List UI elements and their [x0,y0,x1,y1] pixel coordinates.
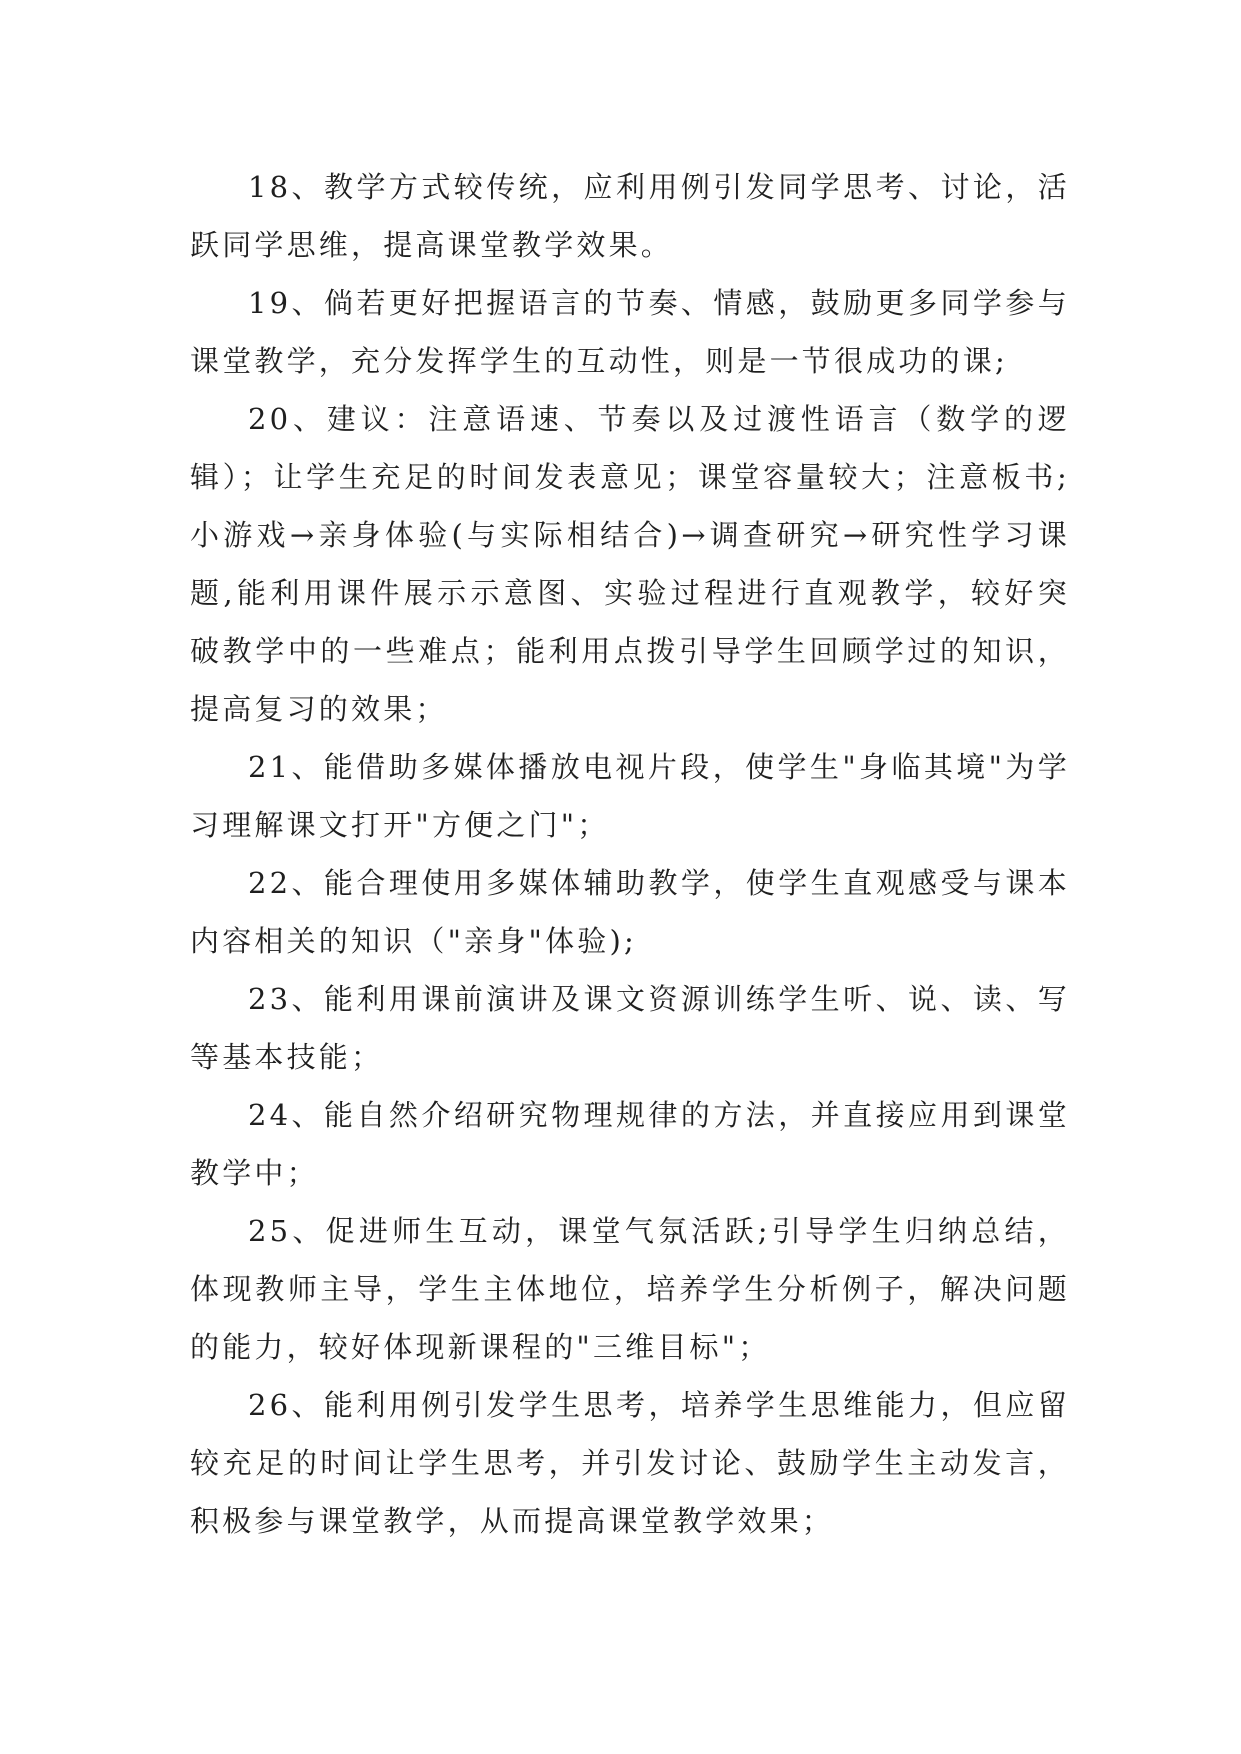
paragraph-21: 21、能借助多媒体播放电视片段，使学生"身临其境"为学习理解课文打开"方便之门"； [190,750,1070,842]
paragraph-24: 24、能自然介绍研究物理规律的方法，并直接应用到课堂教学中； [190,1098,1070,1190]
document-body [190,158,1070,1550]
paragraph-25: 25、促进师生互动，课堂气氛活跃;引导学生归纳总结，体现教师主导，学生主体地位，培养学生分析例子，解决问题的能力，较好体现新课程的"三维目标"； [190,1214,1070,1364]
paragraph-23: 23、能利用课前演讲及课文资源训练学生听、说、读、写等基本技能； [190,982,1070,1074]
paragraph-19: 19、倘若更好把握语言的节奏、情感，鼓励更多同学参与课堂教学，充分发挥学生的互动性，则是一节很成功的课; [190,286,1070,378]
paragraph-18: 18、教学方式较传统，应利用例引发同学思考、讨论，活跃同学思维，提高课堂教学效果。 [190,170,1070,262]
paragraph-26: 26、能利用例引发学生思考，培养学生思维能力，但应留较充足的时间让学生思考，并引发讨论、鼓励学生主动发言，积极参与课堂教学，从而提高课堂教学效果； [190,1388,1070,1538]
paragraph-22: 22、能合理使用多媒体辅助教学，使学生直观感受与课本内容相关的知识（"亲身"体验); [190,866,1070,958]
paragraph-20: 20、建议：注意语速、节奏以及过渡性语言（数学的逻辑）；让学生充足的时间发表意见；课堂容量较大；注意板书;小游戏→亲身体验(与实际相结合)→调查研究→研究性学习课题,能利用课件展示示意图、实验过程进行直观教学，较好突破教学中的一些难点；能利用点拨引导学生回顾学过的知识，提高复习的效果； [190,402,1070,726]
